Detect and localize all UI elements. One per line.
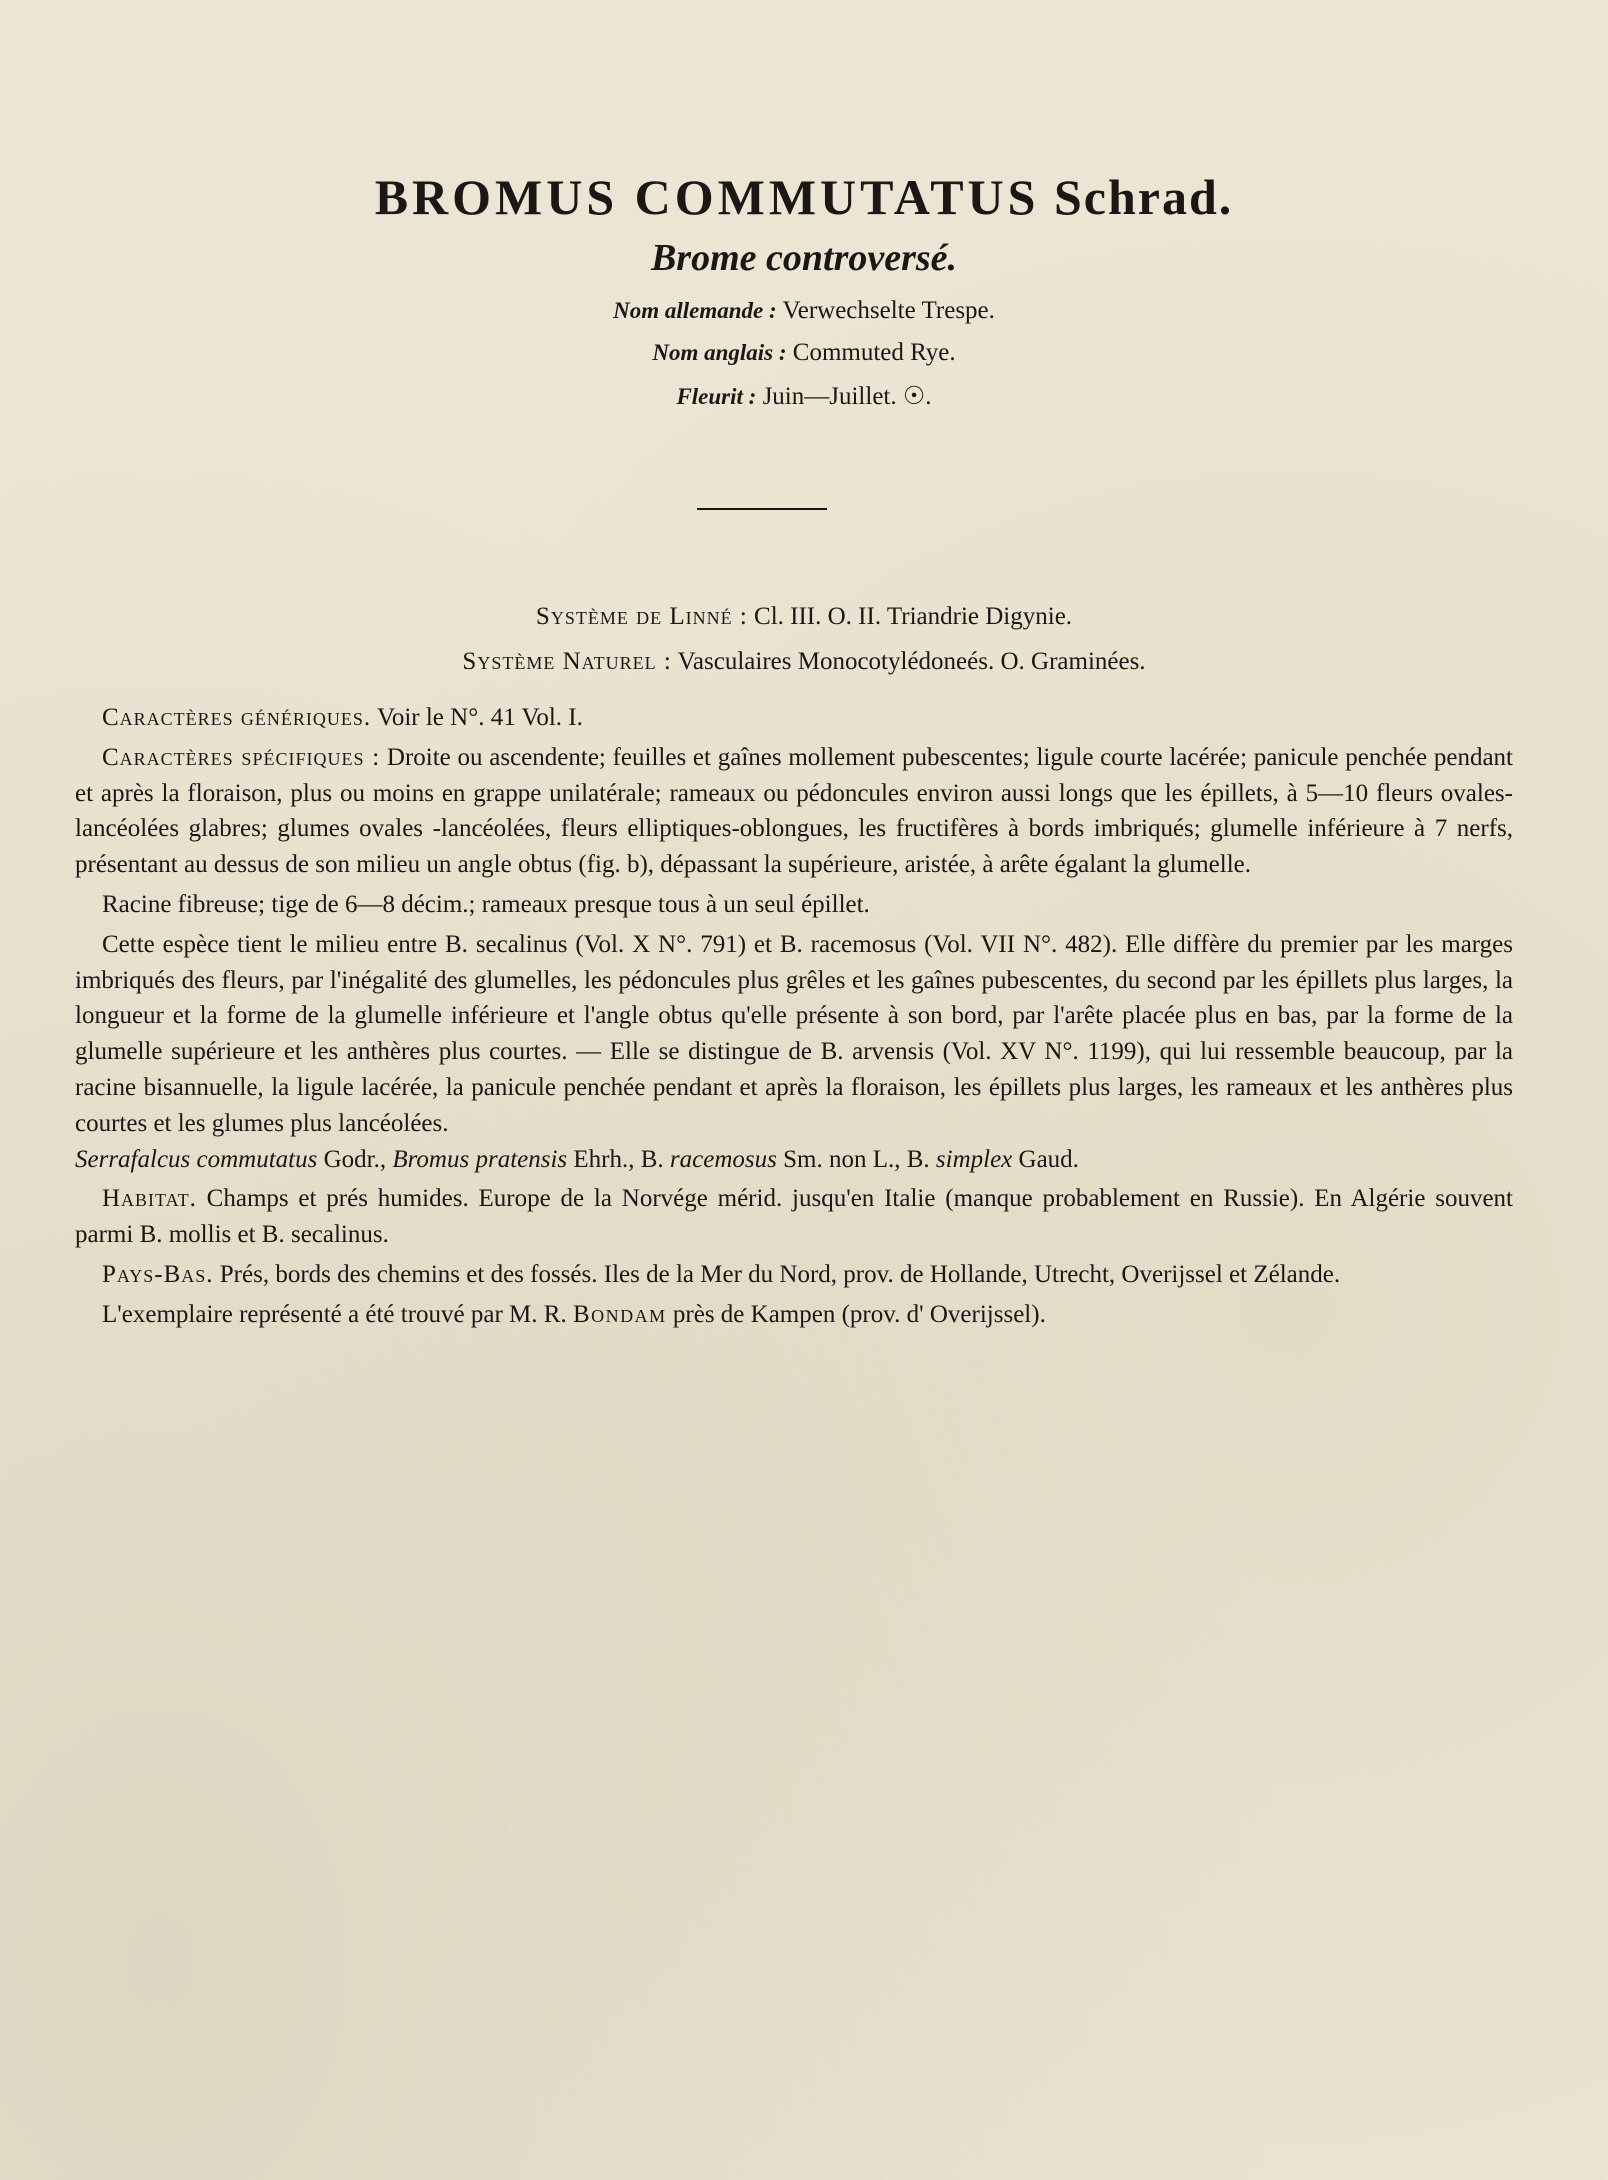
- divider-rule: [697, 508, 827, 510]
- synonym-2-author: Ehrh., B.: [567, 1145, 670, 1173]
- flowering-value: Juin—Juillet. ☉.: [762, 383, 932, 410]
- english-name-label: Nom anglais :: [652, 340, 787, 365]
- flowering-label: Fleurit :: [676, 384, 757, 409]
- generic-text: Voir le N°. 41 Vol. I.: [377, 704, 583, 731]
- german-name-value: Verwechselte Trespe.: [782, 297, 995, 324]
- natural-value: Vasculaires Monocotylédoneés. O. Graminées.: [677, 648, 1146, 675]
- species-name: BROMUS COMMUTATUS: [374, 169, 1040, 225]
- specimen-text-start: L'exemplaire représenté a été trouvé par M. R.: [102, 1300, 573, 1328]
- collector-name: Bondam: [572, 1300, 667, 1328]
- linne-label: Système de Linné :: [535, 603, 748, 630]
- specific-text: Droite ou ascendente; feuilles et gaînes mollement pubescentes; ligule courte lacérée; panicule penchée pendant et après la floraison, plus ou moins en grappe unilatérale; rameaux ou pédoncules environ aussi longs que les épillets, à 5—10 fleurs ovales-lancéolées glabres; glumes ovales -lancéolées, fleurs elliptiques-oblongues, les fructifères à bords imbriqués; glumelle inférieure à 7 nerfs, présentant au dessus de son milieu un angle obtus (fig. b), dépassant la supérieure, aristée, à arête égalant la glumelle.: [75, 743, 1513, 879]
- page-title: [0, 168, 1608, 226]
- habitat-paragraph: [75, 1181, 1513, 1253]
- linne-system-line: [0, 603, 1608, 631]
- flowering-line: [0, 381, 1608, 411]
- specific-label: Caractères spécifiques :: [102, 743, 381, 771]
- natural-system-line: [0, 648, 1608, 676]
- paysbas-label: Pays-Bas.: [102, 1260, 214, 1288]
- synonym-1-author: Godr.,: [317, 1145, 393, 1173]
- natural-label: Système Naturel :: [462, 648, 672, 675]
- specimen-paragraph: [75, 1297, 1513, 1333]
- generic-characters: [75, 700, 1513, 736]
- french-name: Brome controversé.: [650, 237, 958, 279]
- paysbas-paragraph: [75, 1257, 1513, 1293]
- habitat-label: Habitat.: [102, 1185, 197, 1213]
- root-paragraph: Racine fibreuse; tige de 6—8 décim.; rameaux presque tous à un seul épillet.: [102, 890, 870, 918]
- comparison-paragraph: [75, 927, 1513, 1178]
- synonym-2: Bromus pratensis: [392, 1145, 568, 1173]
- synonym-3: racemosus: [669, 1145, 777, 1173]
- linne-value: Cl. III. O. II. Triandrie Digynie.: [754, 603, 1073, 630]
- synonym-3-author: Sm. non L., B.: [776, 1145, 936, 1173]
- specimen-text-end: près de Kampen (prov. d' Overijssel).: [666, 1300, 1046, 1328]
- english-name-line: [0, 339, 1608, 367]
- english-name-value: Commuted Rye.: [792, 339, 956, 366]
- paysbas-text: Prés, bords des chemins et des fossés. Iles de la Mer du Nord, prov. de Hollande, Utrecht, Overijssel et Zélande.: [219, 1260, 1341, 1288]
- german-name-label: Nom allemande :: [613, 298, 777, 323]
- synonym-4-author: Gaud.: [1012, 1145, 1079, 1173]
- comparison-text: Cette espèce tient le milieu entre B. secalinus (Vol. X N°. 791) et B. racemosus (Vol. VII N°. 482). Elle diffère du premier par les marges imbriqués des fleurs, par l'inégalité des glumelles, les pédoncules plus grêles et les gaînes pubescentes, du second par les épillets plus larges, la longueur et la forme de la glumelle inférieure et l'angle obtus qu'elle présente à son bord, par l'arête placée plus en bas, par la forme de la glumelle supérieure et les anthères plus courtes. — Elle se distingue de B. arvensis (Vol. XV N°. 1199), qui lui ressemble beaucoup, par la racine bisannuelle, la ligule lacérée, la panicule penchée pendant et après la floraison, les épillets plus larges, les rameaux et les anthères plus courtes et les glumes plus lancéolées.: [75, 930, 1513, 1137]
- german-name-line: [0, 297, 1608, 325]
- habitat-text: Champs et prés humides. Europe de la Norvége mérid. jusqu'en Italie (manque probablement en Russie). En Algérie souvent parmi B. mollis et B. secalinus.: [75, 1185, 1513, 1249]
- generic-label: Caractères génériques.: [102, 704, 372, 731]
- synonym-1: Serrafalcus commutatus: [75, 1145, 318, 1173]
- species-author: Schrad.: [1053, 169, 1234, 225]
- synonym-4: simplex: [935, 1145, 1013, 1173]
- specific-characters: [75, 740, 1513, 883]
- description-body: [75, 700, 1513, 1333]
